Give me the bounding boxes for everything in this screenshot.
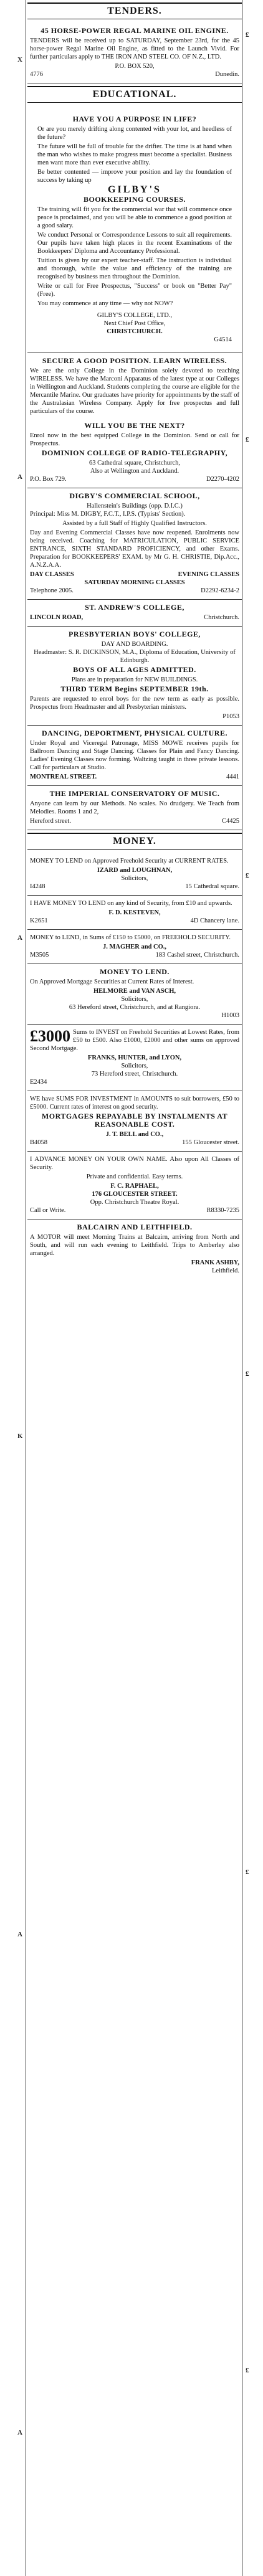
money-ad-bell [27, 1091, 242, 1152]
ad-name: FRANKS, HUNTER, and LYON, [87, 1054, 182, 1061]
tender-ad [27, 23, 242, 83]
ad-body: Write or call for Free Prospectus, "Success" or book on "Better Pay" (Free). [37, 283, 232, 298]
ad-title: THE IMPERIAL CONSERVATORY OF MUSIC. [49, 789, 220, 798]
ad-body: Plans are in preparation for NEW BUILDINGS. [71, 676, 198, 683]
ad-body: TENDERS will be received up to SATURDAY, September 23rd, for the 45 horse-power Regal Marine Oil Engine, as fitted to the Launch Vivid. For further particulars apply to THE IRON AND STEEL CO. OF N.Z., LTD. [30, 37, 239, 60]
wireless-ad [27, 353, 242, 488]
ad-highlight: BOYS OF ALL AGES ADMITTED. [73, 665, 196, 674]
ad-title: PRESBYTERIAN BOYS' COLLEGE, [69, 630, 201, 638]
classified-column [27, 0, 242, 2576]
ad-ref: P1053 [222, 713, 239, 720]
digby-ad [27, 488, 242, 600]
ad-body: Headmaster: S. R. DICKINSON, M.A., Diploma of Education, University of Edinburgh. [34, 649, 236, 664]
ad-ref: H1003 [221, 1012, 239, 1019]
ad-body: On Approved Mortgage Securities at Current Rates of Interest. [30, 978, 194, 985]
ad-title: BALCAIRN AND LEITHFIELD. [77, 1223, 193, 1231]
ad-address: MONTREAL STREET. [30, 774, 97, 780]
dancing-ad [27, 726, 242, 786]
ad-subtitle: Hallenstein's Buildings (opp. D.I.C.) [87, 503, 183, 509]
ad-body: Assisted by a full Staff of Highly Qualified Instructors. [62, 520, 207, 527]
gutter-letter: A [17, 2429, 22, 2436]
ad-body: I HAVE MONEY TO LEND on any kind of Security, from £10 and upwards. [30, 900, 232, 907]
ad-ref: K2651 [30, 917, 48, 924]
gilby-ad [27, 107, 242, 353]
ad-ref: D2270-4202 [206, 476, 239, 483]
ad-name: DOMINION COLLEGE OF RADIO-TELEGRAPHY, [41, 448, 228, 457]
ad-name: IZARD and LOUGHNAN, [97, 867, 173, 874]
ad-title: SECURE A GOOD POSITION. LEARN WIRELESS. [42, 356, 227, 365]
ad-day: DAY CLASSES [30, 571, 74, 578]
ad-subtitle: BOOKKEEPING COURSES. [83, 195, 186, 204]
ad-title: ST. ANDREW'S COLLEGE, [85, 603, 184, 612]
ad-body: I ADVANCE MONEY ON YOUR OWN NAME. Also upon All Classes of Security. [30, 1156, 239, 1171]
money-ad-magher [27, 930, 242, 964]
ad-also: Also at Wellington and Auckland. [90, 468, 179, 475]
ad-box: P.O. Box 729. [30, 476, 67, 483]
ad-address: 155 Gloucester street. [182, 1139, 239, 1146]
ad-name: FRANK ASHBY, [191, 1259, 239, 1266]
ad-ref: B4058 [30, 1139, 48, 1146]
ad-term: THIRD TERM Begins SEPTEMBER 19th. [60, 684, 209, 693]
ad-body: Day and Evening Commercial Classes have now reopened. Enrolments now being received. Coaching for MATRICULATION, PUBLIC SERVICE ENTRANCE, SIXTH STANDARD PROFICIENCY, and other Exams. Preparation for BOOKKEEPERS' EXAM. by Mr G. H. CHRISTIE, Dip.Acc., A.N.Z.A.A. [30, 529, 239, 569]
ad-evening: EVENING CLASSES [178, 571, 239, 578]
ad-title: DIGBY'S COMMERCIAL SCHOOL, [69, 491, 200, 500]
ad-brand: GILBY'S [108, 184, 161, 195]
money-ad-raphael [27, 1152, 242, 1219]
ad-title: WILL YOU BE THE NEXT? [84, 421, 185, 430]
ad-address: 63 Hereford street, Christchurch, and at Rangiora. [69, 1004, 201, 1011]
ad-place: Christchurch. [204, 614, 239, 621]
money-ad-izard [27, 853, 242, 896]
ad-title: MORTGAGES REPAYABLE BY INSTALMENTS AT REASONABLE COST. [41, 1112, 228, 1129]
left-gutter [0, 0, 26, 2576]
ad-title: HAVE YOU A PURPOSE IN LIFE? [72, 115, 197, 123]
ad-body: You may commence at any time — why not NOW? [37, 300, 173, 307]
presbyterian-ad [27, 627, 242, 726]
ad-place: Leithfield. [211, 1267, 239, 1274]
ad-body: Parents are requested to enrol boys for the new term as early as possible. Prospectus from Headmaster and all Presbyterian ministers. [30, 696, 239, 711]
ad-address: 183 Cashel street, Christchurch. [155, 952, 239, 959]
ad-subtitle: LINCOLN ROAD, [30, 614, 84, 621]
ad-name: J. T. BELL and CO., [105, 1131, 164, 1138]
ad-body: Sums to INVEST on Freehold Securities at Lowest Rates, from £50 to £500. Also £1000, £2000 and other sums on approved Second Mortgage. [30, 1029, 239, 1052]
ad-ref: D2292-6234-2 [201, 587, 239, 594]
ad-address: 4D Chancery lane. [190, 917, 239, 924]
ad-ref: I4248 [30, 883, 45, 890]
gutter-letter: £ [246, 872, 249, 879]
ad-terms: Private and confidential. Easy terms. [86, 1173, 183, 1180]
ad-body: We are the only College in the Dominion solely devoted to teaching WIRELESS. We have the Marconi Apparatus of the latest type at our Colleges in Wellington and Auckland. Students completing the course are eligible for the Mercantile Marine. Our graduates have priority for appointments by the staff of the Australasian Wireless Company. Apply for free prospectus and full particulars of the course. [30, 367, 239, 415]
standrews-ad [27, 600, 242, 627]
ad-body: The future will be full of trouble for the drifter. The time is at hand when the man who wishes to make progress must become a specialist. Business men want more than ever executive ability. [37, 143, 232, 166]
gutter-letter: £ [246, 436, 249, 443]
ad-role: Solicitors, [121, 996, 148, 1003]
money-ad-helmore [27, 964, 242, 1025]
ad-body: Be better contented — improve your position and lay the foundation of success by taking up [37, 169, 232, 184]
ad-address: 73 Hereford street, Christchurch. [91, 1071, 178, 1077]
money-ad-franks [27, 1025, 242, 1091]
ad-body: Under Royal and Viceregal Patronage, MISS MOWE receives pupils for Ballroom Dancing and Stage Dancing. Classes for Plain and Fancy Dancing. Ladies' Evening Classes now forming. Waltzing taught in three private lessons. Call for particulars at Studio. [30, 740, 239, 771]
ad-body: We conduct Personal or Correspondence Lessons to suit all requirements. Our pupils have taken high places in the recent Examinations of the Bookkeepers' Diploma and Accountancy Professional. [37, 232, 232, 255]
ad-ref: 4776 [30, 71, 43, 78]
ad-ref: M3505 [30, 952, 49, 959]
ad-address: Next Chief Post Office, [103, 320, 166, 327]
ad-role: Solicitors, [121, 875, 148, 882]
ad-name: F. D. KESTEVEN, [108, 909, 161, 916]
balcairn-ad [27, 1219, 242, 1279]
ad-ref: C4425 [221, 818, 239, 825]
ad-title: DANCING, DEPORTMENT, PHYSICAL CULTURE. [42, 729, 227, 737]
gutter-letter: X [17, 56, 22, 64]
ad-body: MONEY TO LEND on Approved Freehold Security at CURRENT RATES. [30, 858, 229, 864]
ad-body: Enrol now in the best equipped College in the Dominion. Send or call for Prospectus. [30, 432, 239, 447]
gutter-letter: A [17, 473, 22, 481]
gutter-letter: £ [246, 2367, 249, 2374]
gutter-letter: K [17, 1432, 23, 1440]
ad-body: Anyone can learn by our Methods. No scales. No drudgery. We Teach from Melodies. Rooms 1 and 2, [30, 800, 239, 815]
ad-body: A MOTOR will meet Morning Trains at Balcairn, arriving from North and South, and will run each evening to Leithfield. Trips to Amberley also arranged. [30, 1234, 239, 1257]
ad-saturday: SATURDAY MORNING CLASSES [84, 579, 185, 586]
ad-firm: GILBY'S COLLEGE, LTD., [97, 312, 173, 319]
section-heading-educational: EDUCATIONAL. [27, 86, 242, 103]
gutter-letter: A [17, 934, 22, 942]
ad-body: The training will fit you for the commercial war that will commence once peace is proclaimed, and you will be able to commence a good position at a good salary. [37, 206, 232, 229]
section-heading-tenders: TENDERS. [27, 2, 242, 19]
ad-amount: £3000 [30, 1027, 70, 1045]
ad-address: 176 GLOUCESTER STREET. [92, 1191, 178, 1198]
ad-ref: R8330-7235 [206, 1207, 239, 1214]
ad-subtitle: DAY AND BOARDING. [101, 641, 168, 648]
ad-body: WE have SUMS FOR INVESTMENT in AMOUNTS to suit borrowers, £50 to £5000. Current rates of interest on good security. [30, 1096, 239, 1110]
ad-body: Principal: Miss M. DIGBY, F.C.T., I.P.S. (Typists' Section). [30, 511, 186, 518]
ad-place: Dunedin. [215, 71, 239, 78]
ad-phone: Telephone 2005. [30, 587, 74, 594]
ad-ref: G4514 [214, 336, 232, 343]
ad-name: HELMORE and VAN ASCH, [93, 988, 176, 995]
conservatory-ad [27, 786, 242, 830]
ad-title: MONEY TO LEND. [100, 967, 170, 976]
money-ad-kesteven [27, 896, 242, 930]
ad-call: Call or Write. [30, 1207, 66, 1214]
gutter-letter: £ [246, 1868, 249, 1876]
gutter-letter: A [17, 1931, 22, 1938]
ad-address-note: Opp. Christchurch Theatre Royal. [90, 1199, 179, 1206]
ad-name: J. MAGHER and CO., [102, 944, 167, 950]
ad-address: 15 Cathedral square. [185, 883, 239, 890]
ad-body: Tuition is given by our expert teacher-staff. The instruction is individual and thorough, while the value and efficiency of the training are recognised by business men throughout the Dominion. [37, 257, 232, 280]
ad-ref: 4441 [226, 774, 239, 780]
right-gutter [242, 0, 263, 2576]
ad-name: F. C. RAPHAEL, [110, 1183, 159, 1190]
gutter-letter: £ [246, 31, 249, 39]
ad-city: CHRISTCHURCH. [107, 328, 163, 335]
section-heading-money: MONEY. [27, 833, 242, 850]
ad-body: Or are you merely drifting along contented with your lot, and heedless of the future? [37, 126, 232, 141]
ad-address: 63 Cathedral square, Christchurch, [88, 460, 181, 466]
ad-ref: E2434 [30, 1079, 47, 1086]
ad-title: 45 HORSE-POWER REGAL MARINE OIL ENGINE. [41, 26, 229, 35]
ad-body: MONEY to LEND, in Sums of £150 to £5000, on FREEHOLD SECURITY. [30, 934, 231, 941]
ad-role: Solicitors, [121, 1063, 148, 1069]
ad-box: P.O. BOX 520, [115, 63, 155, 70]
gutter-letter: £ [246, 1370, 249, 1378]
ad-address: Hereford street. [30, 818, 71, 825]
